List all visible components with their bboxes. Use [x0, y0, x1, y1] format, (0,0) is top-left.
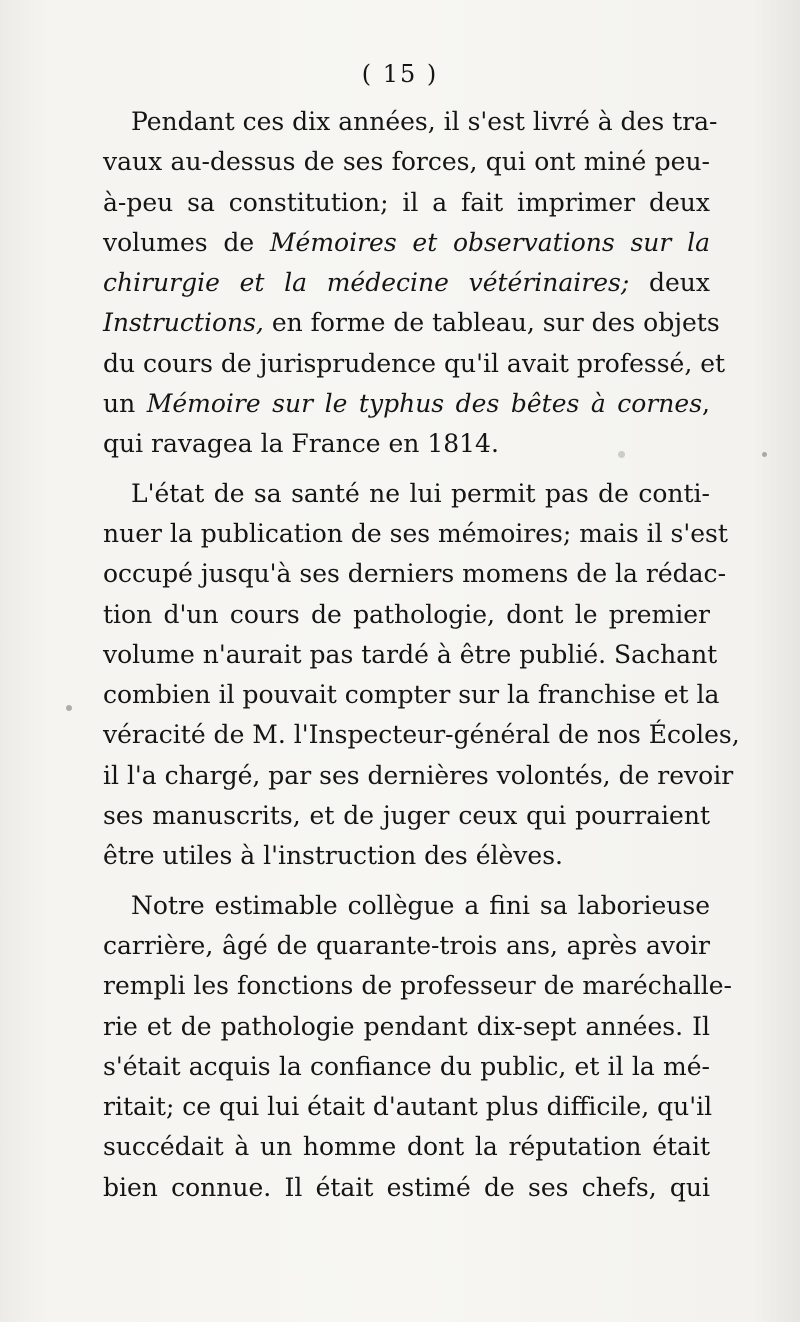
text-line — [103, 595, 710, 635]
scan-speck — [66, 705, 72, 711]
italic-title: Mémoire sur le typhus des bêtes à cornes — [146, 389, 703, 419]
text-run: être utiles à l'instruction des élèves. — [103, 841, 563, 871]
text-run: L'état de sa santé ne lui permit pas de conti- — [131, 478, 710, 508]
text-run: vaux au-dessus de ses forces, qui ont miné peu- — [103, 147, 710, 177]
scan-speck — [762, 452, 767, 457]
text-run: véracité de M. l'Inspecteur-général de nos Écoles, — [103, 720, 740, 750]
text-run: rie et de pathologie pendant dix-sept années. Il — [103, 1011, 710, 1041]
text-line — [103, 1168, 710, 1208]
text-run: nuer la publication de ses mémoires; mais il s'est — [103, 518, 728, 548]
italic-title: Instructions, — [103, 308, 264, 338]
text-run: ritait; ce qui lui était d'autant plus difficile, qu'il — [103, 1092, 713, 1122]
text-line — [103, 102, 718, 142]
text-run: Pendant ces dix années, il s'est livré à des tra- — [131, 107, 718, 136]
text-run: bien connue. Il était estimé de ses chefs, qui — [103, 1172, 710, 1202]
text-line — [103, 886, 710, 926]
italic-title: Mémoires et observations sur la — [269, 227, 710, 257]
page-number: ( 15 ) — [361, 60, 439, 88]
text-line — [103, 836, 710, 876]
text-run: Notre estimable collègue a fini sa laborieuse — [131, 890, 710, 920]
text-run: volume n'aurait pas tardé à être publié. Sachant — [103, 639, 718, 669]
text-line — [103, 1127, 710, 1167]
text-run: qui ravagea la France en 1814. — [103, 429, 499, 459]
text-line — [103, 554, 727, 594]
text-run: succédait à un homme dont la réputation était — [103, 1132, 710, 1162]
text-line — [103, 514, 728, 554]
text-line — [103, 303, 720, 343]
text-run: tion d'un cours de pathologie, dont le premier — [103, 599, 710, 629]
text-run: ses manuscrits, et de juger ceux qui pourraient — [103, 801, 710, 831]
italic-title: chirurgie et la médecine vétérinaires; — [103, 268, 630, 298]
text-line — [103, 926, 710, 966]
text-line — [103, 635, 718, 675]
text-line — [103, 1087, 713, 1127]
text-run: carrière, âgé de quarante-trois ans, après avoir — [103, 930, 710, 960]
text-line — [103, 263, 710, 303]
text-line — [103, 183, 710, 223]
text-run: deux — [629, 268, 710, 298]
text-run: s'était acquis la confiance du public, et il la mé- — [103, 1051, 710, 1081]
text-run: en forme de tableau, sur des objets — [263, 308, 720, 338]
scan-speck — [618, 451, 625, 458]
text-line — [103, 715, 740, 755]
text-line — [103, 474, 710, 514]
text-run: occupé jusqu'à ses derniers momens de la rédac- — [103, 559, 727, 589]
text-run: à-peu sa constitution; il a fait imprimer deux — [103, 187, 710, 217]
text-line — [103, 344, 726, 384]
text-run: un — [103, 389, 147, 419]
text-line — [103, 223, 710, 263]
text-line — [103, 1007, 710, 1047]
text-line — [103, 966, 732, 1006]
text-line — [103, 796, 710, 836]
text-line — [103, 756, 734, 796]
text-line — [103, 142, 710, 182]
text-run: rempli les fonctions de professeur de maréchalle- — [103, 971, 732, 1001]
text-line — [103, 384, 710, 424]
text-run: combien il pouvait compter sur la franchise et la — [103, 680, 720, 710]
text-line — [103, 675, 720, 715]
text-line — [103, 424, 710, 464]
body-text — [103, 102, 740, 1208]
text-run: , — [702, 389, 710, 419]
text-run: du cours de jurisprudence qu'il avait professé, et — [103, 348, 726, 378]
text-line — [103, 1047, 710, 1087]
text-run: volumes de — [103, 227, 270, 257]
text-run: il l'a chargé, par ses dernières volontés, de revoir — [103, 760, 734, 790]
